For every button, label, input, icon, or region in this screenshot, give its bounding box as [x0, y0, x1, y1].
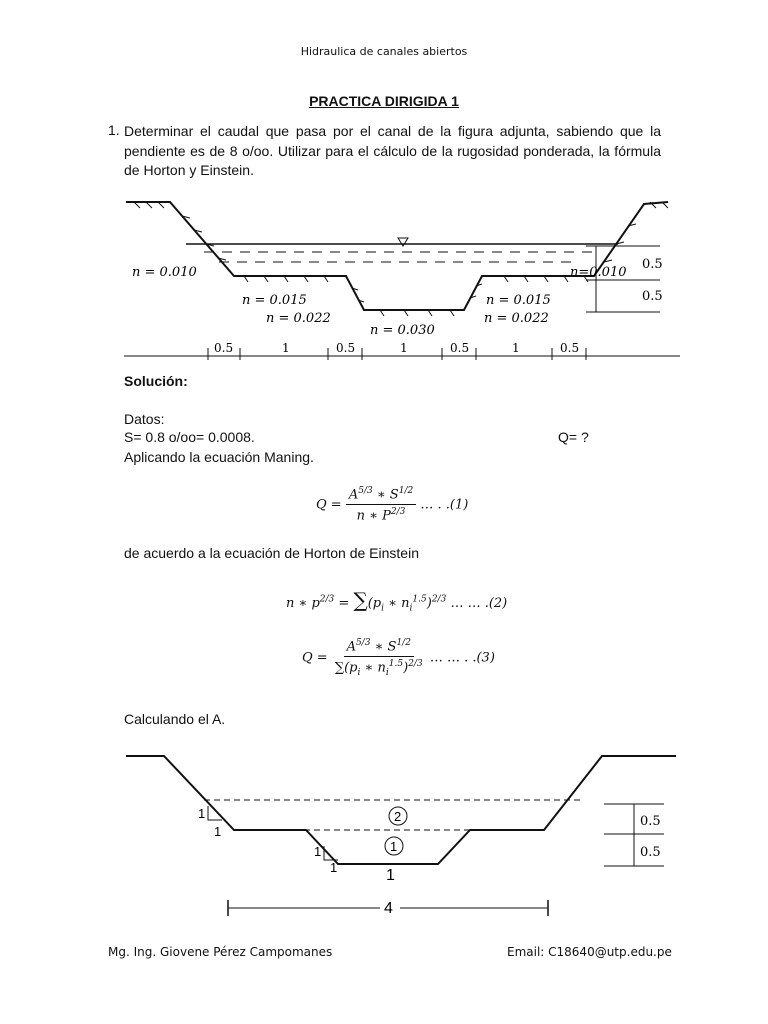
dim-label-7: 0.5: [560, 341, 580, 355]
equation-2-tag: … … .(2): [450, 596, 508, 611]
bed-hatching: [134, 202, 668, 316]
channel-figure-1: [124, 194, 680, 368]
n-label-left-berm: n = 0.015: [242, 293, 307, 308]
problem-text: Determinar el caudal que pasa por el canal de la figura adjunta, sabiendo que la pendiente es de 8 o/oo. Utilizar para el cálculo de la rugosidad ponderada, la fórmula de Horton y Einstein.: [124, 123, 661, 178]
equation-1-tag: … . .(1): [420, 497, 469, 513]
zone-1-label: 1: [390, 839, 398, 854]
dim-label-2: 1: [282, 341, 290, 355]
page-title: PRACTICA DIRIGIDA 1: [309, 93, 459, 109]
equation-2: n ∗ $p^{2/3} = \sum(p_i$ ∗ $n_i^{1.5})^{2/3}$ … … .(2): [286, 588, 508, 614]
fig2-depth-bottom: 0.5: [640, 845, 661, 860]
slope-triangle-upper: [208, 806, 222, 820]
dim-label-3: 0.5: [336, 341, 356, 355]
n-label-right-slope: n = 0.022: [484, 311, 549, 326]
datos-label: Datos:: [124, 411, 165, 427]
footer-email: Email: C18640@utp.edu.pe: [507, 945, 672, 959]
bottom-width-label: 1: [386, 867, 395, 884]
equation-1: Q = $\frac{A^{5/3} ∗ S^{1/2}}{n ∗ P^{2/3}}$ … . .(1): [316, 486, 469, 524]
equation-3: Q = $\frac{A^{5/3} ∗ S^{1/2}}{\sum(p_i ∗ n_i^{1.5})^{2/3}}$ … … . .(3): [302, 638, 495, 679]
slope-value: S= 0.8 o/oo= 0.0008.: [124, 429, 255, 445]
n-label-left: n = 0.010: [132, 265, 197, 280]
solution-heading: Solución:: [124, 373, 188, 389]
equation-3-tag: … … . .(3): [429, 650, 495, 666]
slope-v1: 1: [198, 806, 206, 821]
horton-intro: de acuerdo a la ecuación de Horton de Einstein: [124, 545, 419, 561]
manning-intro: Aplicando la ecuación Maning.: [124, 449, 314, 465]
fig2-depth-top: 0.5: [640, 814, 661, 829]
dim-label-6: 1: [512, 341, 520, 355]
page-header: Hidraulica de canales abiertos: [300, 45, 468, 58]
calc-area-label: Calculando el A.: [124, 711, 226, 727]
water-level-marker: [398, 238, 408, 246]
dim-label-5: 0.5: [450, 341, 470, 355]
slope-v2: 1: [314, 844, 322, 859]
n-label-left-slope: n = 0.022: [266, 311, 331, 326]
dim-label-1: 0.5: [214, 341, 234, 355]
zone-2-label: 2: [394, 809, 402, 824]
footer-author: Mg. Ing. Giovene Pérez Campomanes: [108, 945, 333, 959]
water-waves: [204, 252, 594, 262]
channel-figure-2: [124, 748, 680, 922]
depth-label-bottom: 0.5: [642, 289, 663, 304]
channel-bed-outline: [126, 202, 668, 310]
n-label-right-berm: n = 0.015: [486, 293, 551, 308]
n-label-right: n=0.010: [570, 265, 627, 280]
n-label-bottom: n = 0.030: [370, 323, 435, 338]
problem-number: 1.: [108, 122, 120, 138]
dim-label-4: 1: [400, 341, 408, 355]
q-unknown: Q= ?: [558, 429, 589, 445]
depth-label-top: 0.5: [642, 257, 663, 272]
slope-h1: 1: [214, 824, 222, 839]
dimension-ticks: [208, 348, 586, 360]
slope-h2: 1: [330, 860, 338, 875]
top-width-label: 4: [384, 900, 393, 917]
